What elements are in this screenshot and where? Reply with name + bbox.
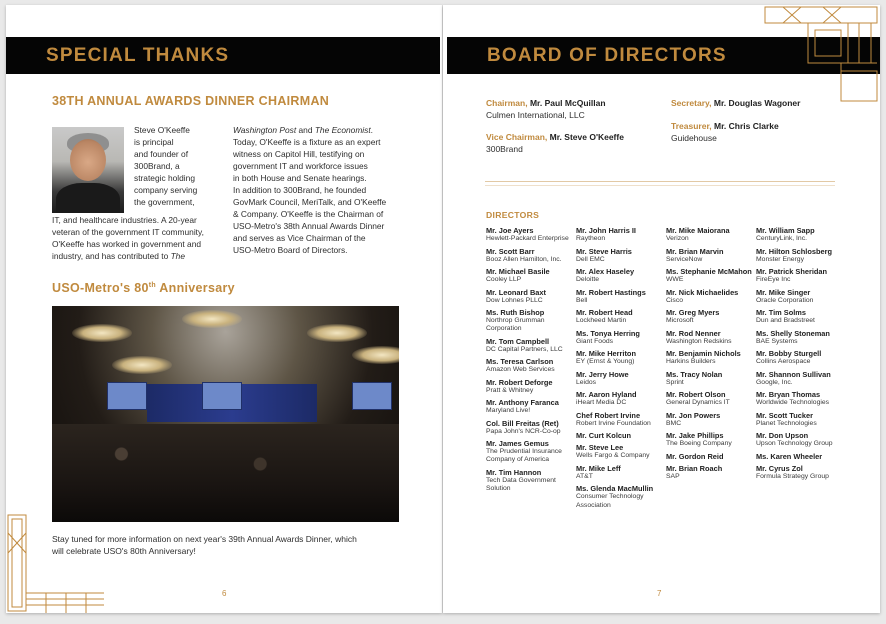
director-organization: Oracle Corporation (756, 296, 814, 304)
director-name: Mr. Tim Hannon (486, 467, 542, 477)
director-name: Ms. Teresa Carlson (486, 357, 554, 367)
director-name: Mr. Curt Kolcun (576, 431, 632, 440)
director-entry (666, 431, 752, 448)
director-organization: Consumer Technology Association (576, 493, 644, 509)
director-entry (576, 247, 662, 264)
director-entry (666, 370, 752, 387)
director-organization: BAE Systems (756, 337, 798, 345)
director-name: Ms. Tracy Nolan (666, 369, 723, 379)
director-entry (756, 226, 842, 243)
right-page (443, 5, 880, 613)
director-name: Mr. Joe Ayers (486, 226, 534, 235)
director-organization: Collins Aerospace (756, 358, 811, 365)
director-name: Mr. Mike Singer (756, 287, 811, 297)
bio-line: industry, and has contributed to The (52, 251, 185, 261)
director-entry (576, 484, 662, 509)
director-entry (576, 329, 662, 346)
director-organization: Deloitte (576, 276, 600, 283)
director-entry (576, 431, 662, 440)
director-organization: Tech Data Government Solution (486, 476, 556, 493)
director-name: Mr. Robert Hastings (576, 287, 646, 297)
director-entry (756, 267, 842, 284)
bio-line: O'Keeffe has worked in government and (52, 239, 202, 249)
director-entry (486, 267, 572, 284)
art-deco-corner-ornament (6, 513, 106, 613)
director-organization: Robert Irvine Foundation (576, 419, 651, 427)
director-organization: AT&T (576, 472, 593, 480)
director-organization: Booz Allen Hamilton, Inc. (486, 255, 562, 263)
closing-note (52, 533, 412, 557)
director-entry (486, 247, 572, 264)
director-entry (756, 390, 842, 407)
director-organization: Verizon (666, 235, 689, 242)
director-name: Mr. Tim Solms (756, 308, 806, 317)
bio-line: Today, O'Keeffe is a fixture as an expert (233, 137, 381, 147)
director-name: Mr. Leonard Baxt (486, 287, 546, 297)
director-entry (576, 288, 662, 305)
director-organization: Formula Strategy Group (756, 472, 829, 480)
director-organization: Maryland Live! (486, 407, 531, 415)
director-organization: Washington Redskins (666, 337, 732, 345)
bio-column-1-bottom (52, 214, 224, 262)
director-name: Mr. Patrick Sheridan (756, 267, 828, 276)
director-name: Mr. Steve Lee (576, 443, 624, 453)
director-entry (666, 288, 752, 305)
director-name: Ms. Ruth Bishop (486, 308, 545, 317)
director-entry (756, 288, 842, 305)
director-name: Mr. James Gemus (486, 439, 549, 449)
director-entry (576, 370, 662, 387)
director-organization: Northrop Grumman Corporation (486, 317, 545, 333)
director-organization: Dell EMC (576, 255, 605, 263)
director-name: Mr. Mike Leff (576, 463, 621, 473)
director-entry (756, 308, 842, 325)
director-organization: Raytheon (576, 235, 606, 242)
director-name: Mr. Robert Deforge (486, 377, 553, 387)
director-entry (756, 247, 842, 264)
page-number-right: 7 (657, 589, 662, 598)
director-name: Mr. Hilton Schlosberg (756, 246, 832, 256)
director-name: Mr. Bryan Thomas (756, 390, 821, 399)
director-entry (756, 370, 842, 387)
director-name: Mr. Don Upson (756, 431, 809, 440)
director-name: Mr. John Harris II (576, 226, 636, 235)
bio-line: is principal (134, 137, 174, 147)
director-organization: The Boeing Company (666, 440, 732, 447)
director-entry (756, 431, 842, 448)
director-entry (666, 349, 752, 366)
bio-line: in both House and Senate hearings. (233, 173, 367, 183)
bio-line: IT, and healthcare industries. A 20-year (52, 215, 197, 225)
director-entry (576, 411, 662, 428)
directors-column-4 (756, 226, 842, 484)
director-name: Mr. Benjamin Nichols (666, 349, 741, 358)
director-name: Mr. Aaron Hyland (576, 390, 637, 399)
director-organization: Worldwide Technologies (756, 399, 830, 406)
director-name: Mr. Jerry Howe (576, 369, 629, 379)
bio-line: veteran of the government IT community, (52, 227, 204, 237)
director-entry (486, 419, 572, 436)
director-name: Mr. Scott Barr (486, 246, 535, 256)
director-name: Ms. Glenda MacMullin (576, 484, 654, 494)
bio-line: government IT and workforce issues (233, 161, 368, 171)
special-thanks-banner: SPECIAL THANKS (6, 37, 440, 74)
officer-vice-chairman: Vice Chairman, Mr. Steve O'Keeffe 300Brand (486, 132, 624, 154)
bio-line: strategic holding (134, 173, 195, 183)
director-organization: SAP (666, 472, 680, 480)
director-organization: Planet Technologies (756, 419, 817, 427)
bio-line: GovMark Council, MeriTalk, and O'Keeffe (233, 197, 387, 207)
director-name: Mr. Nick Michaelides (666, 287, 739, 297)
director-entry (576, 226, 662, 243)
director-organization: Dow Lohnes PLLC (486, 296, 543, 304)
director-organization: Giant Foods (576, 337, 614, 345)
directors-column-2 (576, 226, 662, 513)
director-entry (486, 468, 572, 493)
director-entry (666, 464, 752, 481)
director-organization: BMC (666, 419, 682, 427)
director-entry (486, 288, 572, 305)
director-entry (486, 439, 572, 464)
director-organization: Harkins Builders (666, 358, 716, 365)
directors-heading: DIRECTORS (486, 210, 540, 220)
director-organization: ServiceNow (666, 255, 703, 263)
director-organization: General Dynamics IT (666, 399, 730, 406)
director-entry (756, 329, 842, 346)
officer-secretary: Secretary, Mr. Douglas Wagoner (671, 98, 801, 108)
board-of-directors-banner: BOARD OF DIRECTORS (447, 37, 880, 74)
bio-line: USO-Metro Board of Directors. (233, 245, 348, 255)
bio-line: and serves as Vice Chairman of the (233, 233, 366, 243)
director-entry (756, 464, 842, 481)
director-entry (576, 390, 662, 407)
director-name: Mr. Anthony Faranca (486, 398, 559, 408)
director-name: Mr. Robert Olson (666, 390, 726, 399)
director-entry (756, 349, 842, 366)
director-entry (486, 398, 572, 415)
director-organization: EY (Ernst & Young) (576, 358, 635, 365)
bio-line: 300Brand, a (134, 161, 180, 171)
director-organization: FireEye Inc (756, 276, 791, 283)
director-entry (576, 443, 662, 460)
director-name: Mr. Steve Harris (576, 246, 632, 256)
director-name: Mr. Michael Basile (486, 267, 550, 276)
director-entry (486, 337, 572, 354)
closing-line: Stay tuned for more information on next year's 39th Annual Awards Dinner, which (52, 534, 357, 544)
director-organization: Monster Energy (756, 255, 804, 263)
bio-line: the government, (134, 197, 195, 207)
director-entry (666, 390, 752, 407)
director-name: Mr. Tom Campbell (486, 336, 550, 346)
closing-line: will celebrate USO's 80th Anniversary! (52, 546, 196, 556)
bio-line: & Company. O'Keeffe is the Chairman of (233, 209, 384, 219)
director-entry (666, 452, 752, 461)
director-name: Mr. Mike Maiorana (666, 226, 730, 235)
director-organization: Microsoft (666, 317, 694, 324)
director-entry (486, 378, 572, 395)
director-organization: Amazon Web Services (486, 366, 555, 374)
director-name: Mr. Cyrus Zol (756, 463, 803, 473)
bio-line: witness on Capitol Hill, testifying on (233, 149, 365, 159)
director-name: Mr. Brian Marvin (666, 246, 724, 256)
director-organization: Sprint (666, 378, 684, 386)
directors-column-3 (666, 226, 752, 484)
director-organization: The Prudential Insurance Company of America (486, 448, 562, 464)
bio-line: In addition to 300Brand, he founded (233, 185, 367, 195)
anniversary-heading: USO-Metro's 80th Anniversary (52, 281, 235, 295)
director-organization: Dun and Bradstreet (756, 317, 815, 324)
director-name: Mr. Robert Head (576, 308, 633, 317)
director-name: Mr. Scott Tucker (756, 410, 813, 420)
director-entry (576, 349, 662, 366)
director-entry (666, 267, 752, 284)
director-name: Mr. Bobby Sturgell (756, 349, 822, 358)
director-name: Mr. Brian Roach (666, 463, 723, 473)
director-entry (666, 247, 752, 264)
bio-line: Steve O'Keeffe (134, 125, 190, 135)
director-entry (576, 267, 662, 284)
director-name: Mr. William Sapp (756, 226, 815, 235)
bio-line: and founder of (134, 149, 189, 159)
left-page (6, 5, 442, 613)
director-organization: Pratt & Whitney (486, 386, 534, 394)
director-organization: Papa John's NCR-Co-op (486, 427, 561, 435)
officer-treasurer: Treasurer, Mr. Chris Clarke Guidehouse (671, 121, 779, 143)
bio-column-2: Washington Post and The Economist. Today, O'Keeffe is a fixture as an expert witness on Capitol Hill, testifying on government IT and workforce issues in both House and Senate hearings. In addition to 300Brand, he founded GovMark Council, MeriTalk, and O'Keeffe & Company. O'Keeffe is the Chairman of USO-Metro's 38th Annual Awards Dinner and serves as Vice Chairman of the USO-Metro Board of Directors. (233, 124, 413, 256)
director-entry (666, 308, 752, 325)
bio-line: USO-Metro's 38th Annual Awards Dinner (233, 221, 385, 231)
director-entry (666, 411, 752, 428)
director-name: Ms. Stephanie McMahon (666, 267, 752, 276)
director-name: Mr. Shannon Sullivan (756, 369, 831, 379)
director-name: Ms. Karen Wheeler (756, 451, 823, 461)
director-name: Mr. Jon Powers (666, 410, 721, 420)
director-entry (666, 329, 752, 346)
director-name: Ms. Tonya Herring (576, 328, 640, 338)
director-entry (486, 226, 572, 243)
director-organization: Upson Technology Group (756, 440, 833, 447)
director-name: Ms. Shelly Stoneman (756, 328, 830, 338)
divider (485, 181, 835, 182)
art-deco-corner-ornament (763, 5, 880, 105)
directors-column-1 (486, 226, 572, 497)
director-organization: Wells Fargo & Company (576, 452, 650, 460)
director-organization: Google, Inc. (756, 378, 793, 386)
awards-dinner-photo (52, 306, 399, 522)
director-name: Mr. Rod Nenner (666, 328, 721, 338)
director-entry (756, 452, 842, 461)
director-organization: Cooley LLP (486, 276, 522, 283)
director-entry (666, 226, 752, 243)
director-organization: Hewlett-Packard Enterprise (486, 235, 569, 242)
director-name: Mr. Gordon Reid (666, 451, 724, 461)
director-name: Col. Bill Freitas (Ret) (486, 418, 559, 428)
director-name: Chef Robert Irvine (576, 410, 641, 420)
director-organization: WWE (666, 276, 684, 283)
director-entry (486, 308, 572, 333)
director-entry (486, 357, 572, 374)
director-name: Mr. Mike Herriton (576, 349, 636, 358)
director-organization: Lockheed Martin (576, 317, 627, 324)
director-name: Mr. Alex Haseley (576, 267, 635, 276)
divider (485, 185, 835, 186)
director-entry (756, 411, 842, 428)
director-organization: Cisco (666, 296, 683, 304)
director-organization: DC Capital Partners, LLC (486, 345, 563, 353)
bio-column-1-top (134, 124, 214, 208)
director-entry (576, 464, 662, 481)
director-organization: Leidos (576, 378, 597, 386)
director-entry (576, 308, 662, 325)
director-organization: CenturyLink, Inc. (756, 235, 807, 242)
director-organization: Bell (576, 296, 588, 304)
director-organization: iHeart Media DC (576, 399, 627, 406)
chairman-portrait (52, 127, 124, 213)
bio-line: company serving (134, 185, 198, 195)
chairman-heading: 38TH ANNUAL AWARDS DINNER CHAIRMAN (52, 94, 330, 108)
director-name: Mr. Greg Myers (666, 308, 720, 317)
director-name: Mr. Jake Phillips (666, 431, 724, 440)
officer-chairman: Chairman, Mr. Paul McQuillan Culmen International, LLC (486, 98, 606, 120)
page-number-left: 6 (222, 589, 227, 598)
